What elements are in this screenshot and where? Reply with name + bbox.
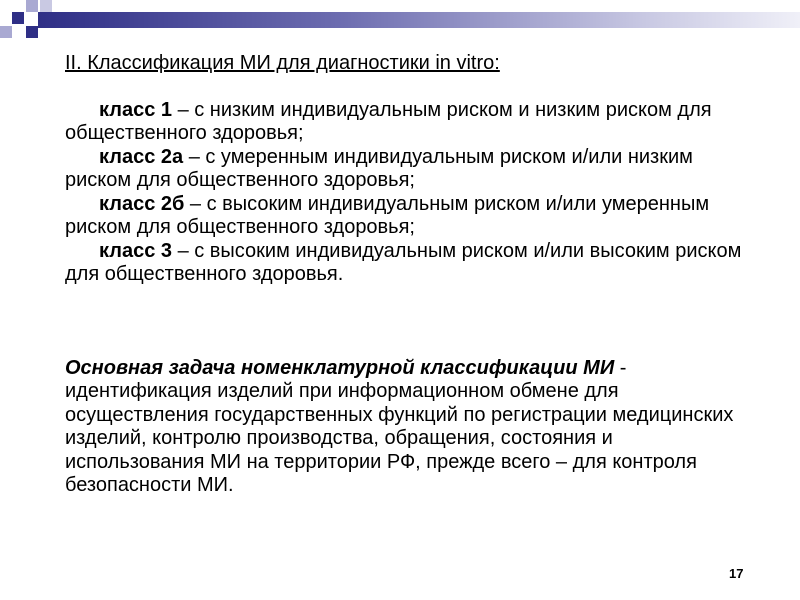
class-item-2b [65, 193, 755, 240]
class-description: – с высоким индивидуальным риском и/или умеренным риском для общественного здоровья; [65, 192, 710, 238]
class-item-1 [65, 99, 755, 146]
class-description: – с низким индивидуальным риском и низким риском для общественного здоровья; [65, 98, 712, 144]
class-item-2a [65, 146, 755, 193]
decor-square-light [40, 0, 52, 12]
decor-square-dark [12, 12, 24, 24]
decor-square-light [0, 26, 12, 38]
class-name: класс 2а [99, 145, 184, 168]
class-item-3 [65, 240, 755, 287]
task-text: - идентификация изделий при информационном обмене для осуществления государственных функций по регистрации медицинских изделий, контролю производства, обращения, состояния и использования МИ на территории РФ, прежде всего – для контроля безопасности МИ. [65, 356, 734, 496]
section-heading: II. Классификация МИ для диагностики in vitro: [65, 52, 500, 74]
task-paragraph [65, 357, 755, 498]
header-decoration [0, 0, 800, 40]
header-gradient-bar [38, 12, 800, 28]
class-description: – с высоким индивидуальным риском и/или высоким риском для общественного здоровья. [65, 239, 742, 285]
decor-square-dark [26, 26, 38, 38]
task-title: Основная задача номенклатурной классификации МИ [65, 356, 615, 379]
class-description: – с умеренным индивидуальным риском и/или низким риском для общественного здоровья; [65, 145, 693, 191]
slide-content [65, 52, 755, 498]
decor-square-light [26, 0, 38, 12]
page-number: 17 [729, 566, 744, 581]
class-name: класс 1 [99, 98, 173, 121]
class-name: класс 2б [99, 192, 185, 215]
class-name: класс 3 [99, 239, 173, 262]
